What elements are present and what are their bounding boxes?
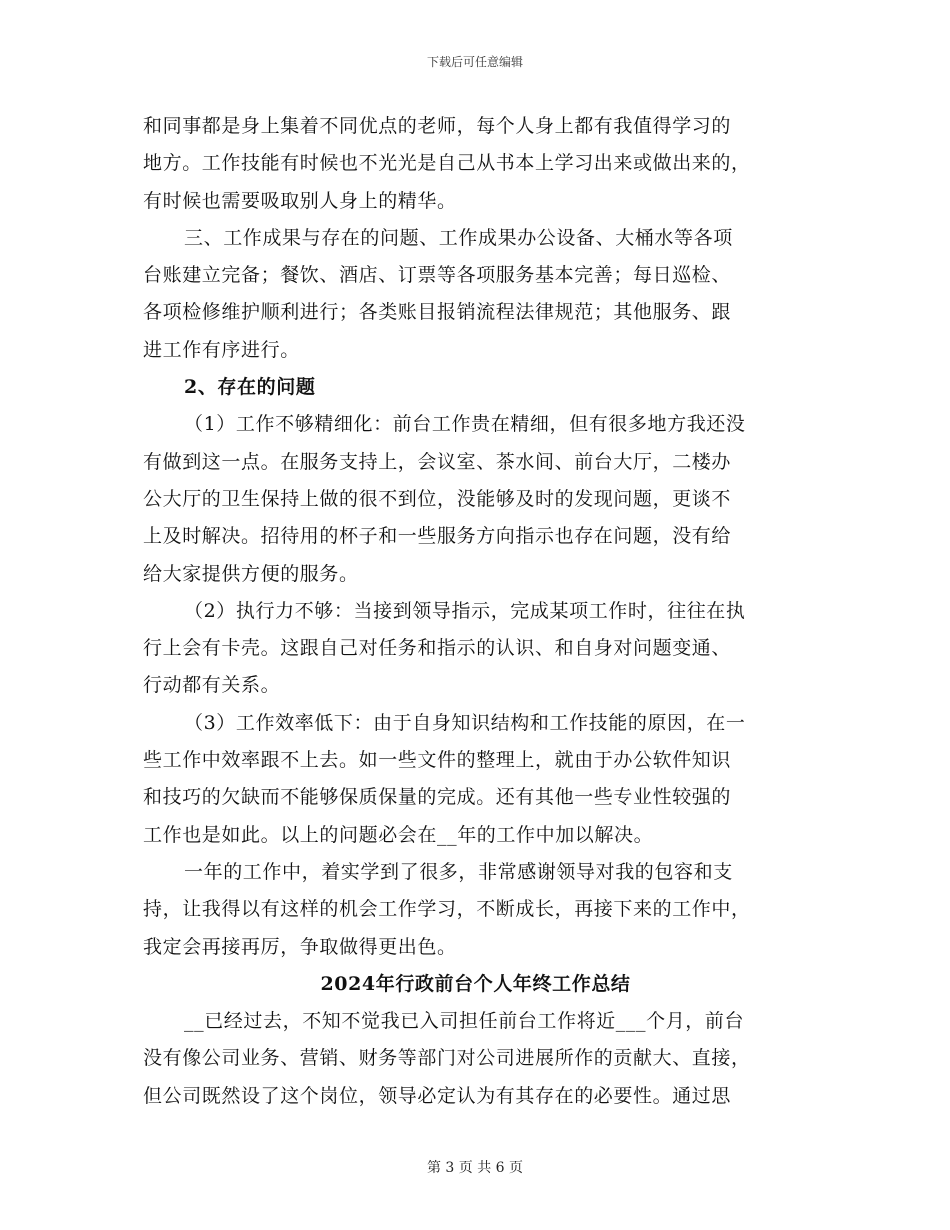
paragraph-line: 没有像公司业务、营销、财务等部门对公司进展所作的贡献大、直接， — [143, 1047, 751, 1070]
paragraph-line: 工作也是如此。以上的问题必会在__年的工作中加以解决。 — [143, 823, 654, 846]
document-title: 2024年行政前台个人年终工作总结 — [320, 972, 631, 995]
document-body — [143, 108, 808, 1115]
paragraph-line: 持，让我得以有这样的机会工作学习，不断成长，再接下来的工作中， — [143, 898, 751, 921]
paragraph-line: 上及时解决。招待用的杯子和一些服务方向指示也存在问题，没有给 — [143, 525, 732, 548]
paragraph-line: 行动都有关系。 — [143, 674, 281, 697]
section-heading: 2、存在的问题 — [184, 376, 316, 399]
paragraph-line: 地方。工作技能有时候也不光光是自己从书本上学习出来或做出来的， — [143, 152, 751, 175]
paragraph-line: （3）工作效率低下：由于自身知识结构和工作技能的原因，在一 — [184, 711, 746, 734]
paragraph-line: 一年的工作中，着实学到了很多，非常感谢领导对我的包容和支 — [184, 860, 733, 883]
paragraph-line: 公大厅的卫生保持上做的很不到位，没能够及时的发现问题，更谈不 — [143, 487, 732, 510]
paragraph-line: 和技巧的欠缺而不能够保质保量的完成。还有其他一些专业性较强的 — [143, 786, 732, 809]
page-number-footer: 第 3 页 共 6 页 — [426, 1160, 524, 1176]
paragraph-line: 给大家提供方便的服务。 — [143, 562, 359, 585]
paragraph-line: 三、工作成果与存在的问题、工作成果办公设备、大桶水等各项 — [184, 226, 733, 249]
paragraph-line: （1）工作不够精细化：前台工作贵在精细，但有很多地方我还没 — [184, 413, 746, 436]
paragraph-line: 我定会再接再厉，争取做得更出色。 — [143, 935, 457, 958]
paragraph-line: 台账建立完备；餐饮、酒店、订票等各项服务基本完善；每日巡检、 — [143, 264, 732, 287]
paragraph-line: 但公司既然设了这个岗位，领导必定认为有其存在的必要性。通过思 — [143, 1084, 732, 1107]
paragraph-line: __已经过去，不知不觉我已入司担任前台工作将近___个月，前台 — [184, 1010, 745, 1033]
paragraph-line: 些工作中效率跟不上去。如一些文件的整理上，就由于办公软件知识 — [143, 749, 732, 772]
paragraph-line: 行上会有卡壳。这跟自己对任务和指示的认识、和自身对问题变通、 — [143, 637, 732, 660]
paragraph-line: 各项检修维护顺利进行；各类账目报销流程法律规范；其他服务、跟 — [143, 301, 732, 324]
paragraph-line: 有时候也需要吸取别人身上的精华。 — [143, 189, 457, 212]
paragraph-line: （2）执行力不够：当接到领导指示，完成某项工作时，往往在执 — [184, 599, 746, 622]
paragraph-line: 和同事都是身上集着不同优点的老师，每个人身上都有我值得学习的 — [143, 115, 732, 137]
paragraph-line: 有做到这一点。在服务支持上，会议室、茶水间、前台大厅，二楼办 — [143, 450, 732, 473]
paragraph-line: 进工作有序进行。 — [143, 338, 300, 361]
page-header: 下载后可任意编辑 — [426, 55, 523, 69]
